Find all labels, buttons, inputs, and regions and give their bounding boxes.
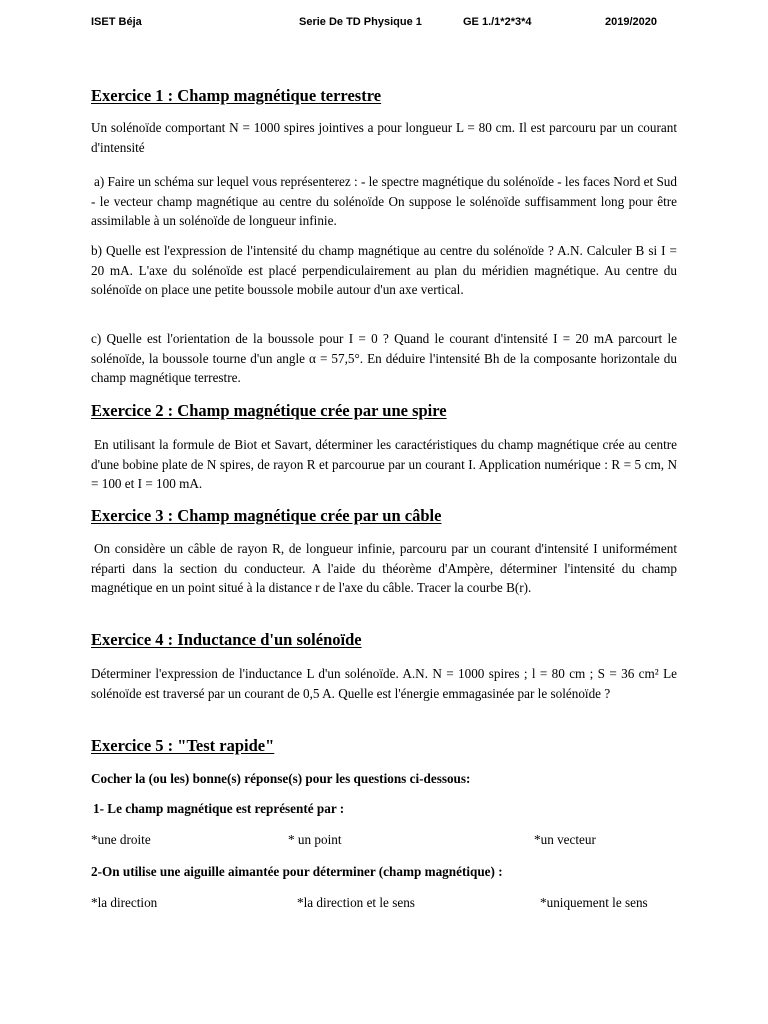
- exercise-1-question-c: c) Quelle est l'orientation de la boussole pour I = 0 ? Quand le courant d'intensité I = 20 mA parcourt le solénoïde, la boussole tourne d'un angle α = 57,5°. En déduire l'intensité Bh de la composante horizontale du champ magnétique terrestre.: [91, 331, 677, 385]
- header-series: Serie De TD Physique 1: [299, 16, 422, 28]
- exercise-3-title: Exercice 3 : Champ magnétique crée par un câble: [91, 506, 442, 525]
- question-1-label: 1- Le champ magnétique est représenté par :: [93, 801, 345, 816]
- question-1-option[interactable]: *une droite: [91, 832, 151, 847]
- exercise-1-statement: Un solénoïde comportant N = 1000 spires jointives a pour longueur L = 80 cm. Il est parcouru par un courant d'intensité: [91, 120, 677, 155]
- question-2-option[interactable]: *la direction: [91, 895, 158, 910]
- question-1-option[interactable]: *un vecteur: [534, 832, 596, 847]
- header-year: 2019/2020: [605, 16, 657, 28]
- exercise-4-title: Exercice 4 : Inductance d'un solénoïde: [91, 630, 362, 649]
- exercise-1-title: Exercice 1 : Champ magnétique terrestre: [91, 86, 382, 105]
- question-1-option[interactable]: * un point: [288, 832, 342, 847]
- question-2-label: 2-On utilise une aiguille aimantée pour déterminer (champ magnétique) :: [91, 864, 503, 879]
- exercise-1-question-b: b) Quelle est l'expression de l'intensité du champ magnétique au centre du solénoïde ? A.N. Calculer B si I = 20 mA. L'axe du solénoïde est placé perpendiculairement au plan du méridien magnétique. Au centre du solénoïde on place une petite boussole mobile autour d'un axe vertical.: [91, 243, 677, 297]
- question-2-options: [91, 895, 677, 915]
- page-header: [0, 16, 768, 34]
- question-1-options: [91, 832, 677, 852]
- exercise-4-statement: Déterminer l'expression de l'inductance L d'un solénoïde. A.N. N = 1000 spires ; l = 80 cm ; S = 36 cm² Le solénoïde est traversé par un courant de 0,5 A. Quelle est l'énergie emmagasinée par le solénoïde ?: [91, 666, 677, 701]
- exercise-2-statement: En utilisant la formule de Biot et Savart, déterminer les caractéristiques du champ magnétique crée au centre d'une bobine plate de N spires, de rayon R et parcourue par un courant I. Application numérique : R = 5 cm, N = 100 et I = 100 mA.: [91, 437, 677, 491]
- exercise-3-statement: On considère un câble de rayon R, de longueur infinie, parcouru par un courant d'intensité I uniformément réparti dans la section du conducteur. A l'aide du théorème d'Ampère, déterminer l'intensité du champ magnétique en un point situé à la distance r de l'axe du câble. Tracer la courbe B(r).: [91, 541, 677, 595]
- exercise-2-title: Exercice 2 : Champ magnétique crée par une spire: [91, 401, 447, 420]
- header-school: ISET Béja: [91, 16, 142, 28]
- exercise-5-intro: Cocher la (ou les) bonne(s) réponse(s) pour les questions ci-dessous:: [91, 771, 471, 786]
- question-2-option[interactable]: *uniquement le sens: [540, 895, 648, 910]
- question-2-option[interactable]: *la direction et le sens: [297, 895, 415, 910]
- exercise-1-question-a: a) Faire un schéma sur lequel vous représenterez : - le spectre magnétique du solénoïde - les faces Nord et Sud - le vecteur champ magnétique au centre du solénoïde On suppose le solénoïde suffisamment long pour être assimilable à un solénoïde de longueur infinie.: [91, 174, 677, 228]
- header-group: GE 1./1*2*3*4: [463, 16, 532, 28]
- exercise-5-title: Exercice 5 : "Test rapide": [91, 736, 275, 755]
